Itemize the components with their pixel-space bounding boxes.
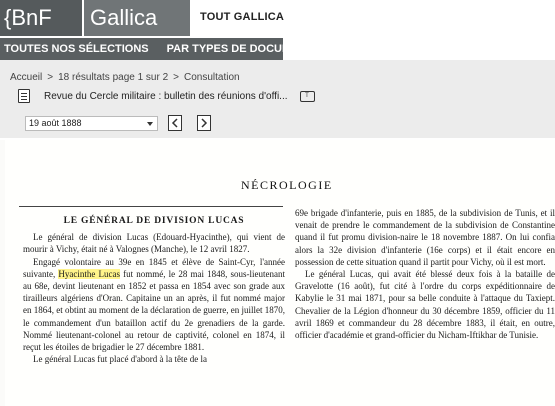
scanned-page xyxy=(5,140,555,406)
document-title-row xyxy=(18,88,315,104)
paragraph: Le général de division Lucas (Edouard-Hyacinthe), qui vient de mourir à Vichy, était né à Valognes (Manche), le 12 avril 1827. xyxy=(23,232,285,255)
main-nav xyxy=(0,38,321,60)
breadcrumb-separator: > xyxy=(47,72,54,83)
issue-date-value: 19 août 1888 xyxy=(29,118,82,128)
breadcrumb xyxy=(10,72,240,83)
article-title: LE GÉNÉRAL DE DIVISION LUCAS xyxy=(63,216,245,226)
text-mode-icon[interactable]: T xyxy=(300,91,315,102)
tout-gallica-link[interactable]: TOUT GALLICA xyxy=(200,11,285,23)
next-issue-icon[interactable] xyxy=(197,115,211,131)
issue-date-select[interactable] xyxy=(25,116,158,131)
page-heading: NÉCROLOGIE xyxy=(241,178,333,192)
dropdown-caret-icon xyxy=(147,122,153,126)
bnf-logo[interactable]: {BnF xyxy=(0,0,82,36)
paragraph: Le général Lucas, qui avait été blessé deux fois à la bataille de Gravelotte (16 août), fut cité à l'ordre du corps expéditionnaire de Kabylie le 31 mai 1871, pour sa belle conduite à l'attaque du Taxiept. Chevalier de la Légion d'honneur du 30 décembre 1859, officier du 11 avril 1869 et commandeur du 28 décembre 1883, il était, en outre, officier d'académie et grand-officier du Nicham-Iftikhar de Tunisie. xyxy=(295,269,555,341)
nav-item-document-types[interactable]: PAR TYPES DE DOCUMENTS xyxy=(166,43,321,55)
gallica-logo[interactable]: Gallica xyxy=(84,0,190,36)
logo[interactable] xyxy=(0,0,190,36)
paragraph: 69e brigade d'infanterie, puis en 1885, de la subdivision de Tunis, et il venait de prendre le commandement de la subdivision de Constantine quand il fut promu division-naire le 18 novembre 1887. On lui confia alors la 32e division d'infanterie (16e corps) et il était encore en possession de cette situation quand il partit pour Vichy, où il est mort. xyxy=(295,208,555,267)
left-column xyxy=(23,215,285,365)
paragraph xyxy=(23,256,285,354)
breadcrumb-separator: > xyxy=(173,72,180,83)
paragraph: Le général Lucas fut placé d'abord à la tête de la xyxy=(33,354,208,365)
nav-item-selections[interactable]: TOUTES NOS SÉLECTIONS xyxy=(4,43,149,55)
document-icon xyxy=(18,89,30,103)
breadcrumb-home[interactable]: Accueil xyxy=(10,72,43,83)
document-title: Revue du Cercle militaire : bulletin des réunions d'offi... xyxy=(44,90,288,102)
breadcrumb-current: Consultation xyxy=(184,72,240,83)
paragraph-text: fut nommé, le 28 mai 1848, sous-lieutenant au 68e, devint lieutenant en 1852 et passa en 1854 avec son grade aux tirailleurs algériens d'Oran. Capitaine un an après, il fut nommé major en 1864, et obtint au moment de la déclaration de guerre, en juillet 1870, le commandement d'un bataillon actif du 2e grenadiers de la garde. Nommé lieutenant-colonel au retour de captivité, colonel en 1874, il reçut les étoiles de brigadier le 27 décembre 1881. xyxy=(23,268,285,353)
breadcrumb-results[interactable]: 18 résultats page 1 sur 2 xyxy=(58,72,169,83)
right-column xyxy=(295,207,555,341)
search-highlight: Hyacinthe Lucas xyxy=(58,268,121,279)
divider xyxy=(19,206,283,207)
paragraph-text: Engagé volontaire au 39e en 1845 et élève de Saint-Cyr, l'année suivante, xyxy=(23,256,285,279)
document-viewer[interactable] xyxy=(0,140,555,406)
site-header xyxy=(0,0,555,36)
previous-issue-icon[interactable] xyxy=(168,115,182,131)
